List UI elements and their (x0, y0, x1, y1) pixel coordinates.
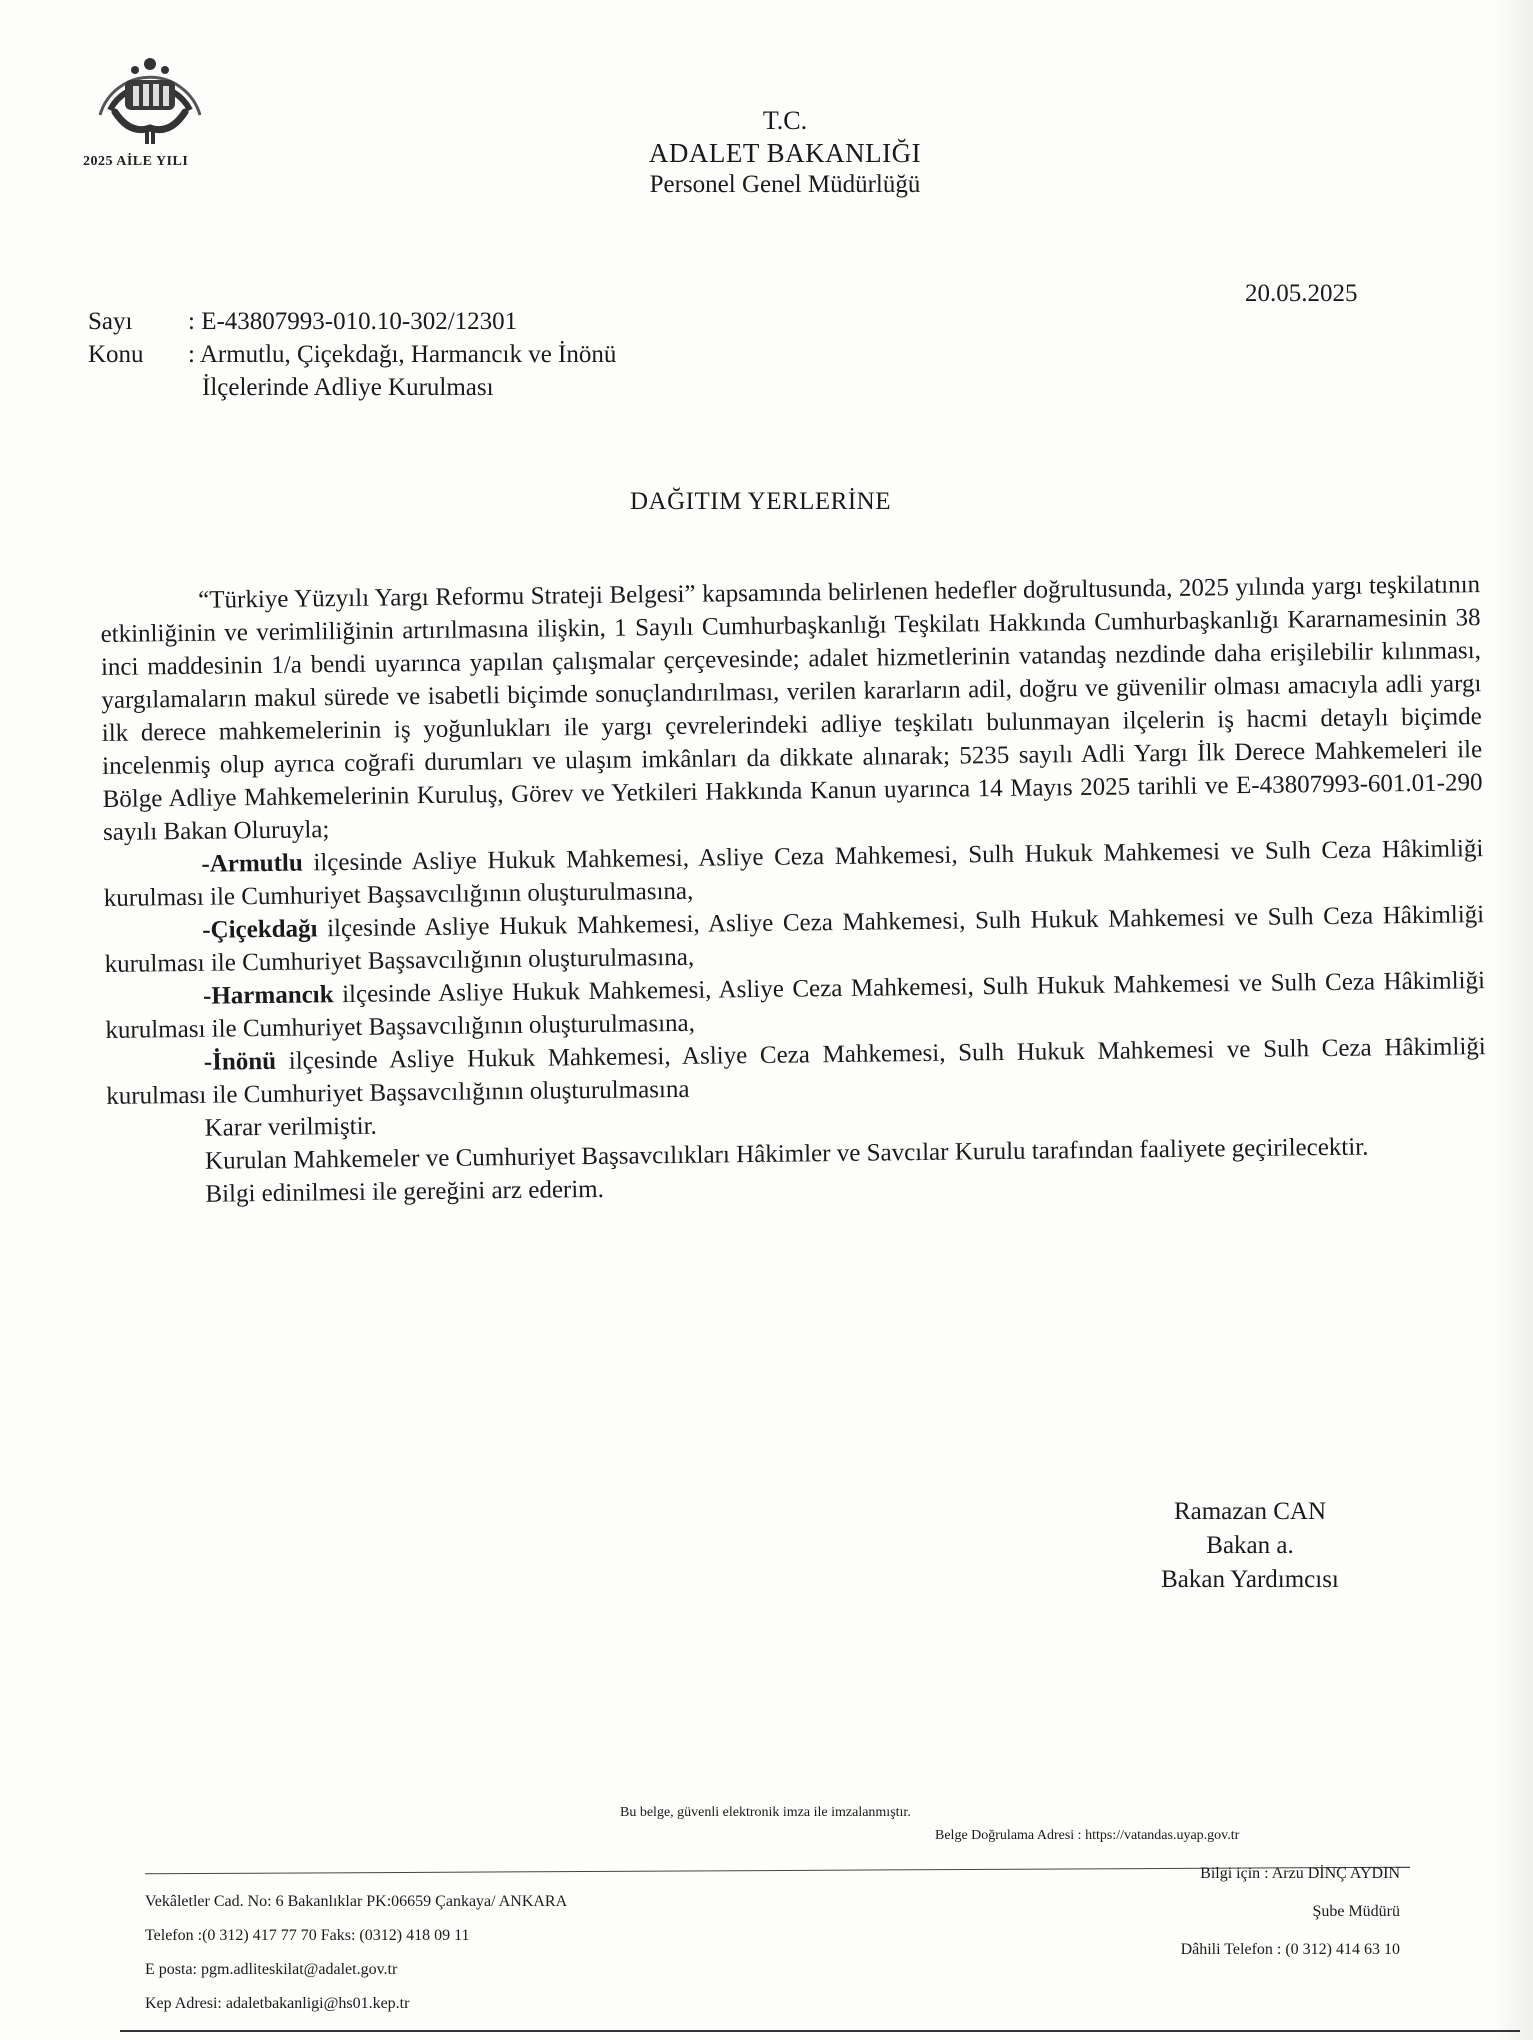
item-prefix: - (202, 916, 211, 944)
footer-contact-person: Bilgi için : Arzu DİNÇ AYDIN (1200, 1865, 1400, 1882)
letterhead (560, 105, 1010, 201)
signature-block (1120, 1495, 1380, 1597)
intro-paragraph: “Türkiye Yüzyılı Yargı Reformu Strateji Belgesi” kapsamında belirlenen hedefler doğrultusunda, 2025 yılında yargı teşkilatının etkinliğinin ve verimliliğinin artırılmasına ilişkin, 1 Sayılı Cumhurbaşkanlığı Teşkilatı Hakkında Cumhurbaşkanlığı Kararnamesinin 38 inci maddesinin 1/a bendi uyarınca yapılan çalışmalar çerçevesinde; adalet hizmetlerinin vatandaş nezdinde daha erişilebilir kılınması, yargılamaların makul sürede ve isabetli biçimde sonuçlandırılması, verilen kararların adil, doğru ve güvenilir olması amacıyla adli yargı ilk derece mahkemelerinin iş yoğunlukları ile yargı çevrelerindeki adliye teşkilatı bulunmayan ilçelerin iş hacmi detaylı biçimde incelenmiş olup ayrıca coğrafi durumları ve ulaşım imkânları da dikkate alınarak; 5235 sayılı Adli Yargı İlk Derece Mahkemeleri ile Bölge Adliye Mahkemelerinin Kuruluş, Görev ve Yetkileri Hakkında Kanun uyarınca 14 Mayıs 2025 tarihli ve E-43807993-601.01-290 sayılı Bakan Oluruyla; (100, 571, 1483, 846)
district-name: Armutlu (209, 849, 303, 878)
scan-edge-shadow (1493, 0, 1533, 2040)
district-name: Harmancık (211, 981, 334, 1010)
closing-paragraph-2: Bilgi edinilmesi ile gereğini arz ederim. (205, 1175, 605, 1208)
bottom-rule (120, 2030, 1520, 2032)
item-prefix: - (203, 1048, 213, 1076)
item-text: ilçesinde Asliye Hukuk Mahkemesi, Asliye Ceza Mahkemesi, Sulh Hukuk Mahkemesi ve Sulh Ceza Hâkimliği kurulması ile Cumhuriyet Başsavcılığının oluşturulmasına, (105, 967, 1486, 1044)
department-name: Personel Genel Müdürlüğü (649, 171, 921, 198)
document-meta (88, 305, 616, 404)
country-abbrev: T.C. (762, 106, 808, 135)
signatory-title: Bakan Yardımcısı (1161, 1566, 1339, 1593)
esign-note: Bu belge, güvenli elektronik imza ile imzalanmıştır. (620, 1805, 911, 1820)
konu-value-line2: İlçelerinde Adliye Kurulması (202, 374, 494, 401)
konu-row-2 (88, 371, 616, 404)
family-year-emblem-icon (85, 40, 215, 150)
item-text: ilçesinde Asliye Hukuk Mahkemesi, Asliye Ceza Mahkemesi, Sulh Hukuk Mahkemesi ve Sulh Ceza Hâkimliği kurulması ile Cumhuriyet Başsavcılığının oluşturulmasına (106, 1033, 1486, 1110)
footer-phone: Telefon :(0 312) 417 77 70 Faks: (0312) 418 09 11 (145, 1927, 470, 1944)
konu-label: Konu (88, 341, 144, 368)
sayi-value: : E-43807993-010.10-302/12301 (188, 308, 518, 335)
footer-address: Vekâletler Cad. No: 6 Bakanlıklar PK:06659 Çankaya/ ANKARA (145, 1893, 568, 1910)
logo-caption: 2025 AİLE YILI (83, 154, 189, 169)
distribution-heading: DAĞITIM YERLERİNE (630, 488, 892, 515)
footer-internal-phone: Dâhili Telefon : (0 312) 414 63 10 (1180, 1941, 1400, 1958)
item-prefix: - (202, 982, 212, 1010)
signatory-name: Ramazan CAN (1173, 1498, 1327, 1525)
footer-contact-title: Şube Müdürü (1312, 1903, 1400, 1920)
footer-contact-left (145, 1885, 567, 2021)
sayi-row (88, 305, 616, 338)
family-year-logo (75, 40, 250, 170)
konu-row (88, 338, 616, 371)
item-text: ilçesinde Asliye Hukuk Mahkemesi, Asliye Ceza Mahkemesi, Sulh Hukuk Mahkemesi ve Sulh Ceza Hâkimliği kurulması ile Cumhuriyet Başsavcılığının oluşturulmasına, (103, 835, 1484, 912)
footer-kep: Kep Adresi: adaletbakanligi@hs01.kep.tr (145, 1995, 410, 2012)
closing-paragraph-1: Kurulan Mahkemeler ve Cumhuriyet Başsavcılıkları Hâkimler ve Savcılar Kurulu tarafından faaliyete geçirilecektir. (204, 1133, 1369, 1175)
item-prefix: - (201, 850, 210, 878)
district-name: Çiçekdağı (210, 915, 318, 944)
item-text: ilçesinde Asliye Hukuk Mahkemesi, Asliye Ceza Mahkemesi, Sulh Hukuk Mahkemesi ve Sulh Ceza Hâkimliği kurulması ile Cumhuriyet Başsavcılığının oluşturulmasına, (104, 901, 1485, 978)
letter-body (100, 568, 1488, 1212)
district-name: İnönü (212, 1047, 277, 1076)
decision-line: Karar verilmiştir. (204, 1112, 377, 1142)
konu-value-line1: : Armutlu, Çiçekdağı, Harmancık ve İnönü (188, 341, 617, 368)
sayi-label: Sayı (88, 308, 133, 335)
footer-email: E posta: pgm.adliteskilat@adalet.gov.tr (145, 1961, 398, 1978)
ministry-name: ADALET BAKANLIĞI (648, 138, 922, 168)
verification-address: Belge Doğrulama Adresi : https://vatandas.uyap.gov.tr (935, 1828, 1240, 1843)
document-date: 20.05.2025 (1245, 280, 1358, 307)
signatory-on-behalf: Bakan a. (1206, 1532, 1294, 1559)
footer-contact-right (1130, 1855, 1400, 1969)
